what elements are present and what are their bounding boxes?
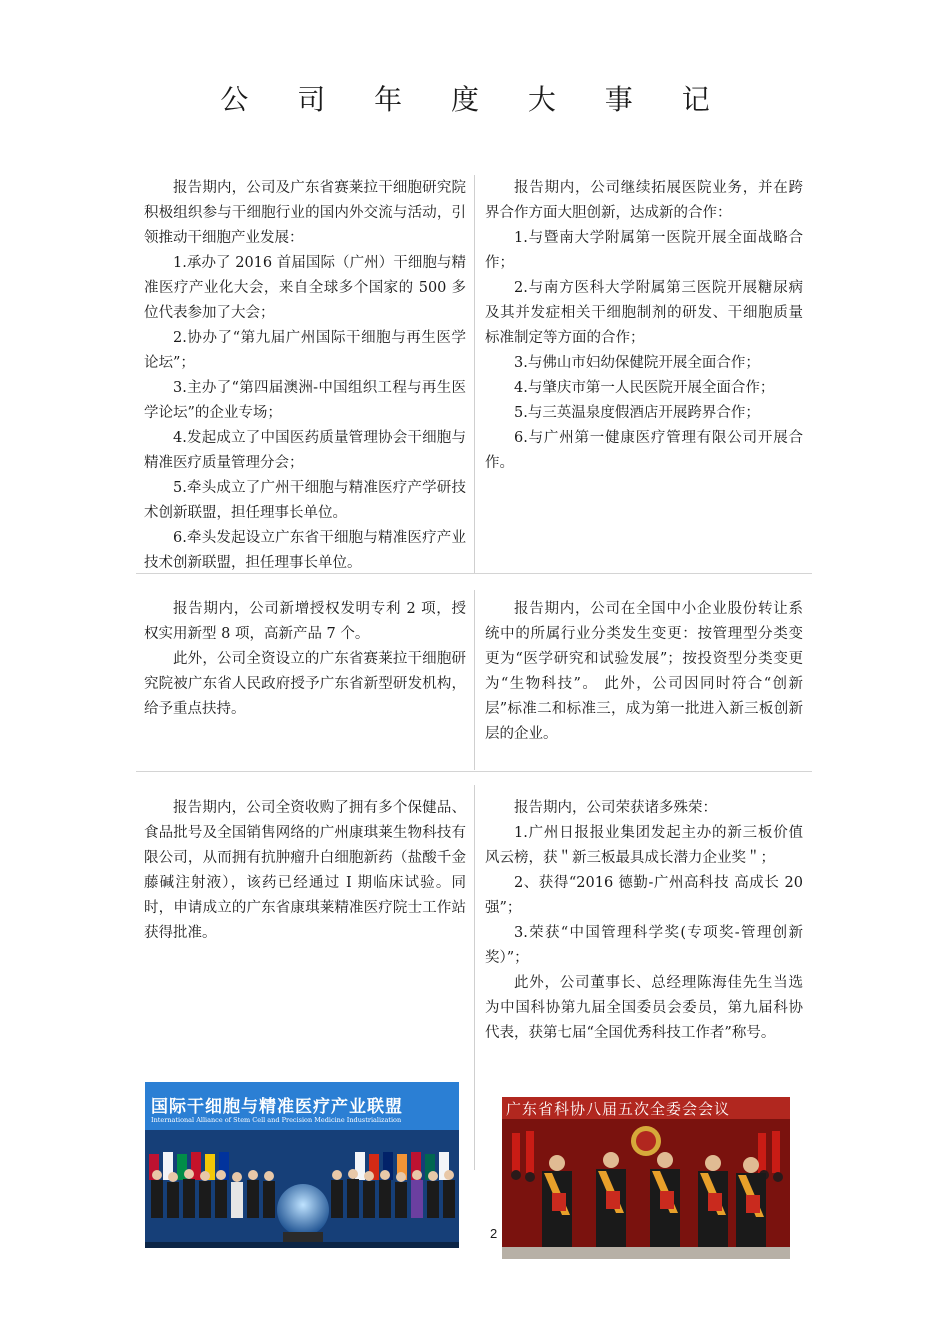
paragraph: 3.荣获“中国管理科学奖(专项奖-管理创新奖）”； bbox=[485, 925, 803, 966]
paragraph: 此外，公司全资设立的广东省赛莱拉干细胞研究院被广东省人民政府授予广东省新型研发机构，给予重点扶持。 bbox=[144, 651, 466, 717]
paragraph: 1.广州日报报业集团发起主办的新三板价值风云榜，获＂新三板最具成长潜力企业奖＂； bbox=[485, 825, 803, 866]
paragraph: 2.与南方医科大学附属第三医院开展糖尿病及其并发症相关干细胞制剂的研发、干细胞质量标准制定等方面的合作； bbox=[485, 280, 803, 346]
globe-prop bbox=[277, 1184, 329, 1236]
row-divider bbox=[136, 771, 812, 772]
cell-top-right bbox=[485, 176, 803, 476]
paragraph: 报告期内，公司新增授权发明专利 2 项，授权实用新型 8 项，高新产品 7 个。 bbox=[144, 601, 466, 642]
banner-title-en: International Alliance of Stem Cell and Precision Medicine Industrialization bbox=[151, 1116, 402, 1124]
paragraph: 3.主办了“第四届澳洲-中国组织工程与再生医学论坛”的企业专场； bbox=[144, 380, 466, 421]
paragraph: 报告期内，公司及广东省赛莱拉干细胞研究院积极组织参与干细胞行业的国内外交流与活动，引领推动干细胞产业发展： bbox=[144, 180, 466, 246]
paragraph: 4.发起成立了中国医药质量管理协会干细胞与精准医疗质量管理分会； bbox=[144, 430, 466, 471]
paragraph: 1.承办了 2016 首届国际（广州）干细胞与精准医疗产业化大会，来自全球多个国家的 500 多位代表参加了大会； bbox=[144, 255, 466, 321]
column-divider bbox=[474, 785, 475, 1170]
cell-top-left bbox=[144, 176, 466, 576]
alliance-photo bbox=[145, 1082, 459, 1248]
paragraph: 5.与三英温泉度假酒店开展跨界合作； bbox=[514, 405, 760, 421]
column-divider bbox=[474, 590, 475, 770]
paragraph: 报告期内，公司在全国中小企业股份转让系统中的所属行业分类发生变更：按管理型分类变更为“医学研究和试验发展”；按投资型分类变更为“生物科技”。 此外，公司因同时符合“创新层”标准二和标准三，成为第一批进入新三板创新层的企业。 bbox=[485, 601, 803, 742]
paragraph: 2、获得“2016 德勤-广州高科技 高成长 20 强”； bbox=[485, 875, 803, 916]
cell-bottom-left bbox=[144, 796, 466, 946]
banner-title-cn: 国际干细胞与精准医疗产业联盟 bbox=[151, 1097, 403, 1117]
paragraph: 4.与肇庆市第一人民医院开展全面合作； bbox=[514, 380, 775, 396]
paragraph: 1.与暨南大学附属第一医院开展全面战略合作； bbox=[485, 230, 803, 271]
paragraph: 6.与广州第一健康医疗管理有限公司开展合作。 bbox=[485, 430, 803, 471]
paragraph: 3.与佛山市妇幼保健院开展全面合作； bbox=[514, 355, 760, 371]
cell-middle-right bbox=[485, 597, 803, 747]
paragraph: 报告期内，公司荣获诸多殊荣： bbox=[514, 800, 717, 816]
page-title: 公 司 年 度 大 事 记 bbox=[220, 83, 730, 116]
column-divider bbox=[474, 175, 475, 573]
cell-middle-left bbox=[144, 597, 466, 722]
cell-bottom-right bbox=[485, 796, 803, 1046]
paragraph: 报告期内，公司全资收购了拥有多个保健品、食品批号及全国销售网络的广州康琪莱生物科技有限公司，从而拥有抗肿瘤升白细胞新药（盐酸千金藤碱注射液），该药已经通过 I 期临床试验。同时，申请成立的广东省康琪莱精准医疗院士工作站获得批准。 bbox=[144, 800, 466, 941]
award-photo-illustration bbox=[502, 1097, 790, 1259]
page-number: 2 bbox=[490, 1226, 498, 1241]
paragraph: 2.协办了“第九届广州国际干细胞与再生医学论坛”； bbox=[144, 330, 466, 371]
banner-title-cn: 广东省科协八届五次全委会会议 bbox=[506, 1100, 731, 1118]
paragraph: 5.牵头成立了广州干细胞与精准医疗产学研技术创新联盟，担任理事长单位。 bbox=[144, 480, 466, 521]
paragraph: 此外，公司董事长、总经理陈海佳先生当选为中国科协第九届全国委员会委员，第九届科协代表，获第七届“全国优秀科技工作者”称号。 bbox=[485, 975, 803, 1041]
paragraph: 报告期内，公司继续拓展医院业务，并在跨界合作方面大胆创新，达成新的合作： bbox=[485, 180, 803, 221]
paragraph: 6.牵头发起设立广东省干细胞与精准医疗产业技术创新联盟，担任理事长单位。 bbox=[144, 530, 466, 571]
award-ceremony-photo bbox=[502, 1097, 790, 1259]
